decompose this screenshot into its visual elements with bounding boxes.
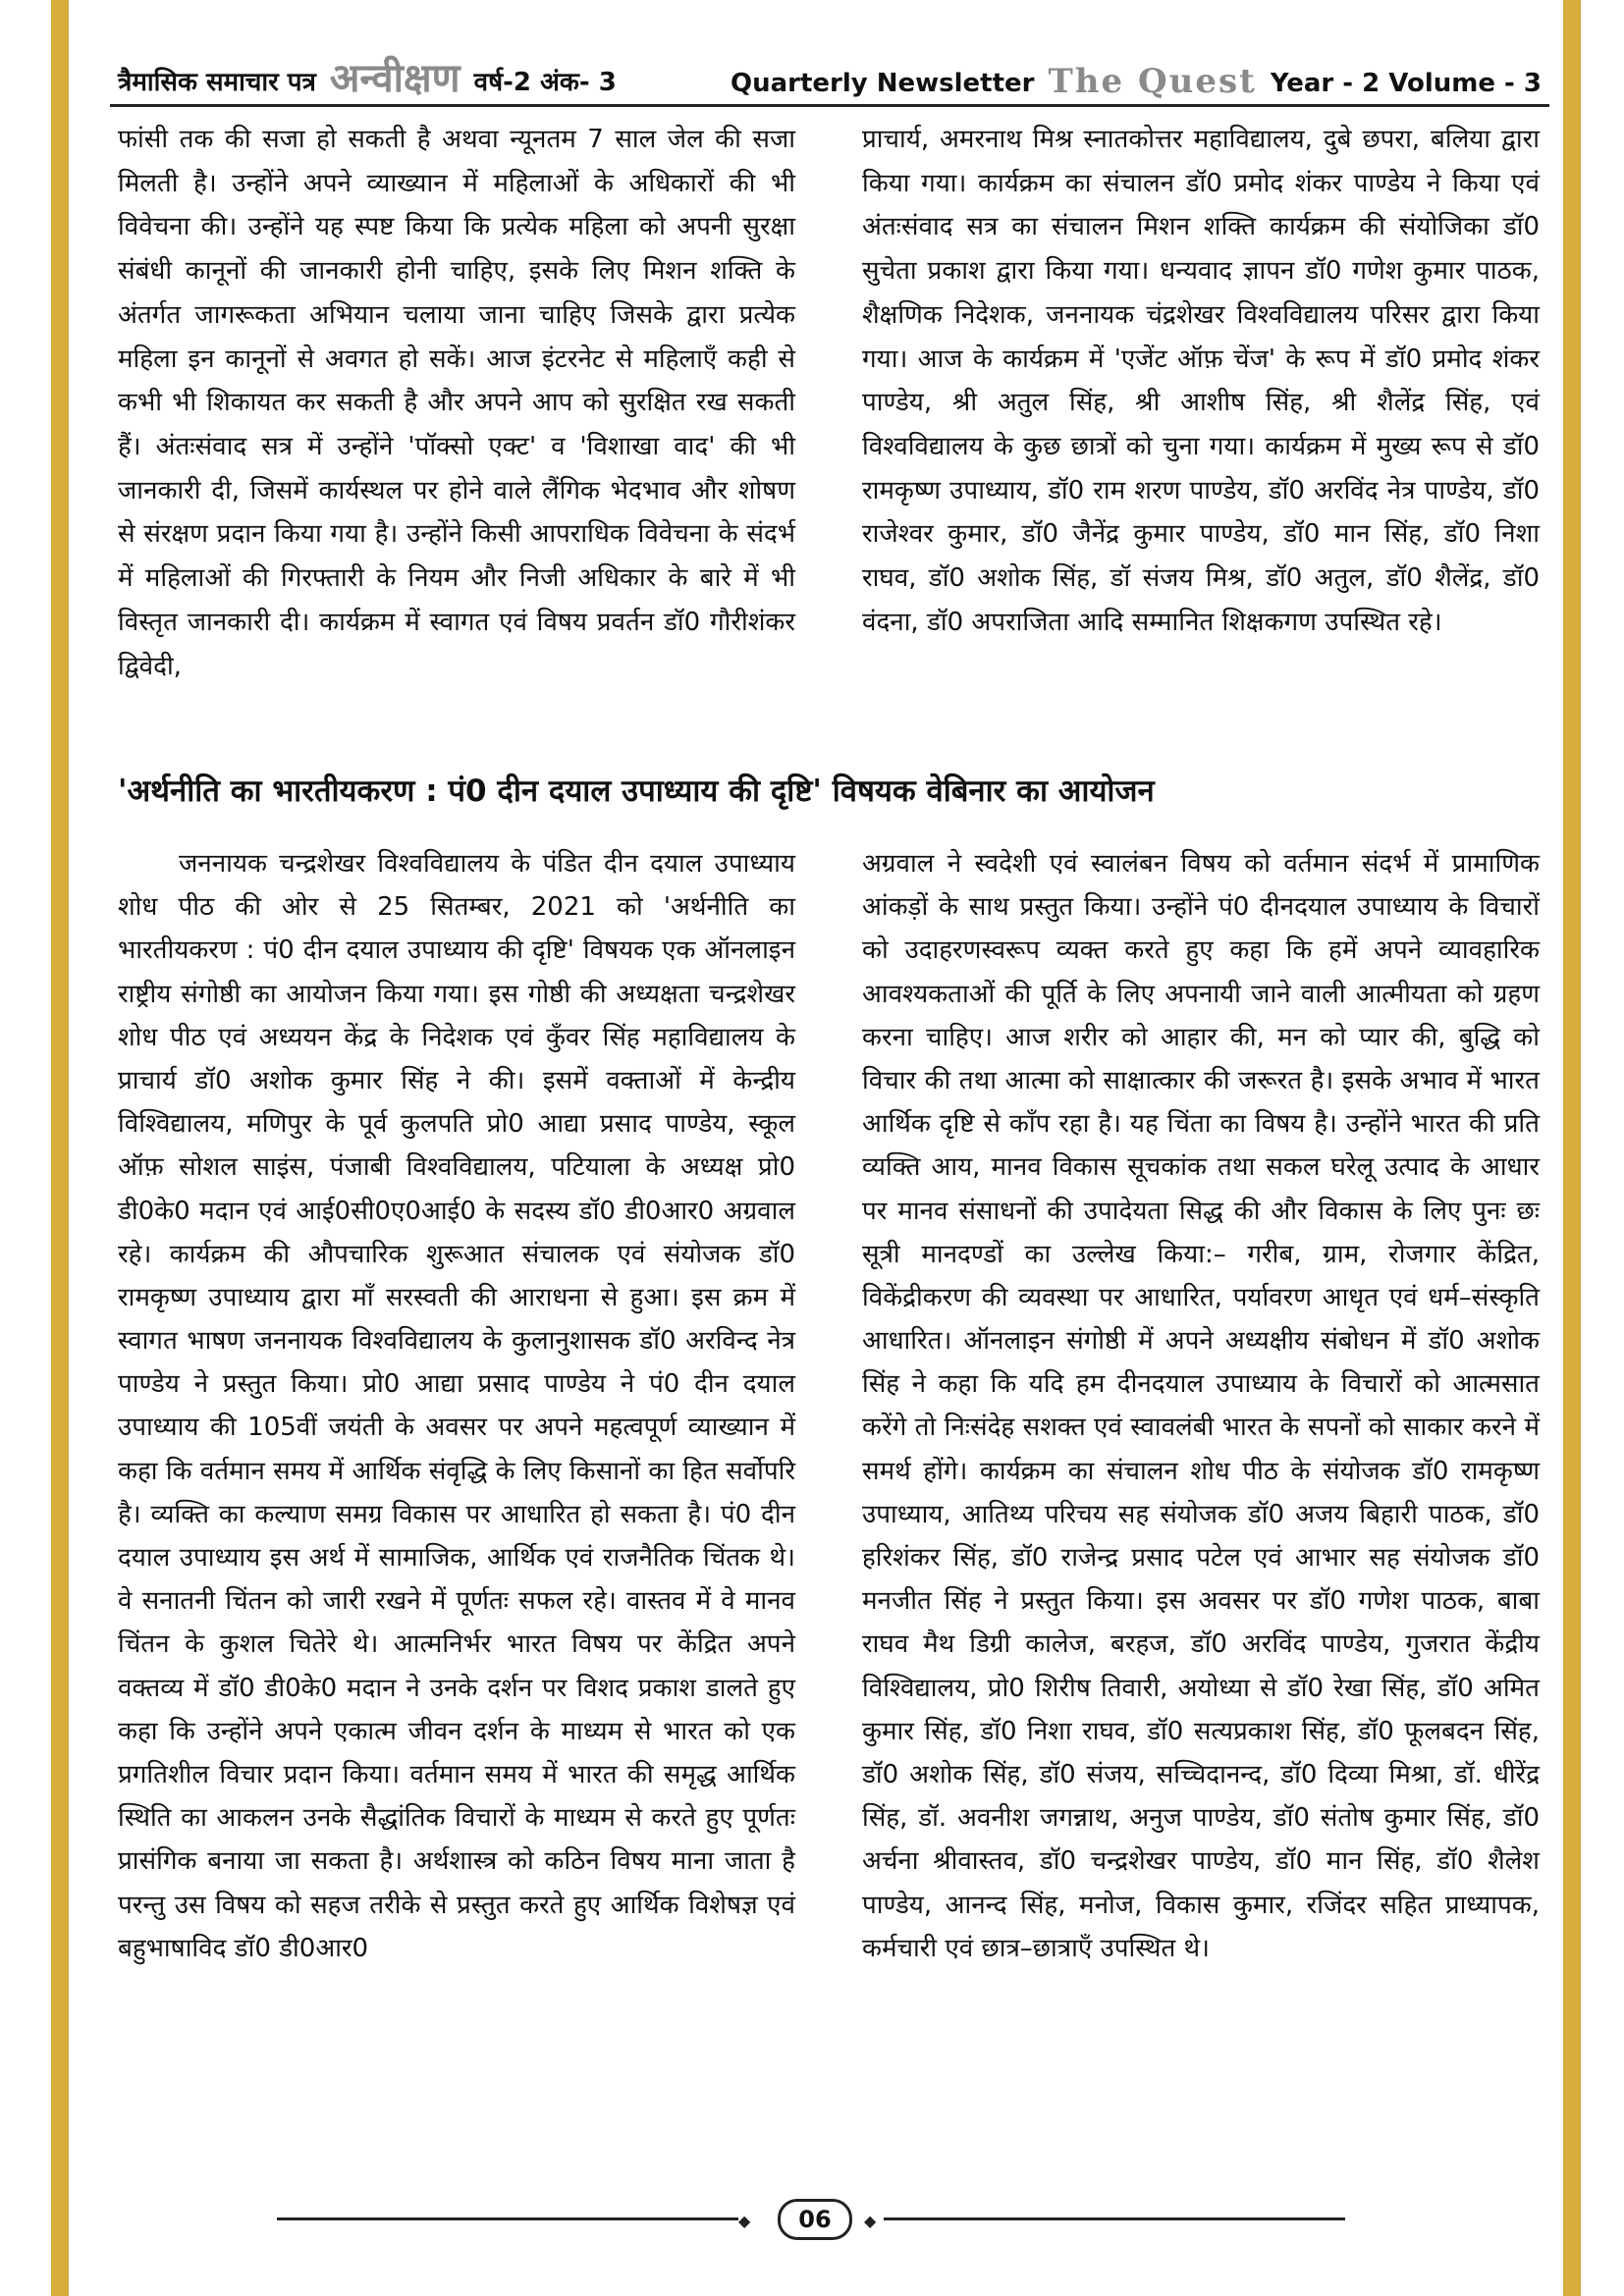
top-left-paragraph: फांसी तक की सजा हो सकती है अथवा न्यूनतम 7 साल जेल की सजा मिलती है। उन्होंने अपने व्याख्यान में महिलाओं के अधिकारों की भी विवेचना की। उन्होंने यह स्पष्ट किया कि प्रत्येक महिला को अपनी सुरक्षा संबंधी कानूनों की जानकारी होनी चाहिए, इसके लिए मिशन शक्ति के अंतर्गत जागरूकता अभियान चलाया जाना चाहिए जिसके द्वारा प्रत्येक महिला इन कानूनों से अवगत हो सकें। आज इंटरनेट से महिलाएँ कही से कभी भी शिकायत कर सकती है और अपने आप को सुरक्षित रख सकती हैं। अंतःसंवाद सत्र में उन्होंने 'पॉक्सो एक्ट' व 'विशाखा वाद' की भी जानकारी दी, जिसमें कार्यस्थल पर होने वाले लैंगिक भेदभाव और शोषण से संरक्षण प्रदान किया गया है। उन्होंने किसी आपराधिक विवेचना के संदर्भ में महिलाओं की गिरफ्तारी के नियम और निजी अधिकार के बारे में भी विस्तृत जानकारी दी। कार्यक्रम में स्वागत एवं विषय प्रवर्तन डॉ0 गौरीशंकर द्विवेदी, [118,125,795,681]
top-left-column [118,118,795,688]
bottom-right-column [862,842,1540,1970]
left-gold-border [51,0,69,2296]
page-number: 06 [778,2199,852,2240]
top-article-continuation [118,118,1540,688]
bottom-left-column [118,842,795,1970]
top-right-paragraph: प्राचार्य, अमरनाथ मिश्र स्नातकोत्तर महाविद्यालय, दुबे छपरा, बलिया द्वारा किया गया। कार्यक्रम का संचालन डॉ0 प्रमोद शंकर पाण्डेय ने किया एवं अंतःसंवाद सत्र का संचालन मिशन शक्ति कार्यक्रम की संयोजिका डॉ0 सुचेता प्रकाश द्वारा किया गया। धन्यवाद ज्ञापन डॉ0 गणेश कुमार पाठक, शैक्षणिक निदेशक, जननायक चंद्रशेखर विश्वविद्यालय परिसर द्वारा किया गया। आज के कार्यक्रम में 'एजेंट ऑफ़ चेंज' के रूप में डॉ0 प्रमोद शंकर पाण्डेय, श्री अतुल सिंह, श्री आशीष सिंह, श्री शैलेंद्र सिंह, एवं विश्वविद्यालय के कुछ छात्रों को चुना गया। कार्यक्रम में मुख्य रूप से डॉ0 रामकृष्ण उपाध्याय, डॉ0 राम शरण पाण्डेय, डॉ0 अरविंद नेत्र पाण्डेय, डॉ0 राजेश्वर कुमार, डॉ0 जैनेंद्र कुमार पाण्डेय, डॉ0 मान सिंह, डॉ0 निशा राघव, डॉ0 अशोक सिंह, डॉ संजय मिश्र, डॉ0 अतुल, डॉ0 शैलेंद्र, डॉ0 वंदना, डॉ0 अपराजिता आदि सम्मानित शिक्षकगण उपस्थित रहे। [862,125,1540,637]
bottom-right-paragraph: अग्रवाल ने स्वदेशी एवं स्वालंबन विषय को वर्तमान संदर्भ में प्रामाणिक आंकड़ों के साथ प्रस्तुत किया। उन्होंने पं0 दीनदयाल उपाध्याय के विचारों को उदाहरणस्वरूप व्यक्त करते हुए कहा कि हमें अपने व्यावहारिक आवश्यकताओं की पूर्ति के लिए अपनायी जाने वाली आत्मीयता को ग्रहण करना चाहिए। आज शरीर को आहार की, मन को प्यार की, बुद्धि को विचार की तथा आत्मा को साक्षात्कार की जरूरत है। इसके अभाव में भारत आर्थिक दृष्टि से काँप रहा है। यह चिंता का विषय है। उन्होंने भारत की प्रति व्यक्ति आय, मानव विकास सूचकांक तथा सकल घरेलू उत्पाद के आधार पर मानव संसाधनों की उपादेयता सिद्ध की और विकास के लिए पुनः छः सूत्री मानदण्डों का उल्लेख किया:– गरीब, ग्राम, रोजगार केंद्रित, विकेंद्रीकरण की व्यवस्था पर आधारित, पर्यावरण आधृत एवं धर्म–संस्कृति आधारित। ऑनलाइन संगोष्ठी में अपने अध्यक्षीय संबोधन में डॉ0 अशोक सिंह ने कहा कि यदि हम दीनदयाल उपाध्याय के विचारों को आत्मसात करेंगे तो निःसंदेह सशक्त एवं स्वावलंबी भारत के सपनों को साकार करने में समर्थ होंगे। कार्यक्रम का संचालन शोध पीठ के संयोजक डॉ0 रामकृष्ण उपाध्याय, आतिथ्य परिचय सह संयोजक डॉ0 अजय बिहारी पाठक, डॉ0 हरिशंकर सिंह, डॉ0 राजेन्द्र प्रसाद पटेल एवं आभार सह संयोजक डॉ0 मनजीत सिंह ने प्रस्तुत किया। इस अवसर पर डॉ0 गणेश पाठक, बाबा राघव मैथ डिग्री कालेज, बरहज, डॉ0 अरविंद पाण्डेय, गुजरात केंद्रीय विश्विद्यालय, प्रो0 शिरीष तिवारी, अयोध्या से डॉ0 रेखा सिंह, डॉ0 अमित कुमार सिंह, डॉ0 निशा राघव, डॉ0 सत्यप्रकाश सिंह, डॉ0 फूलबदन सिंह, डॉ0 अशोक सिंह, डॉ0 संजय, सच्चिदानन्द, डॉ0 दिव्या मिश्रा, डॉ. धीरेंद्र सिंह, डॉ. अवनीश जगन्नाथ, अनुज पाण्डेय, डॉ0 संतोष कुमार सिंह, डॉ0 अर्चना श्रीवास्तव, डॉ0 चन्द्रशेखर पाण्डेय, डॉ0 मान सिंह, डॉ0 शैलेश पाण्डेय, आनन्द सिंह, मनोज, विकास कुमार, रजिंदर सहित प्राध्यापक, कर्मचारी एवं छात्र–छात्राएँ उपस्थित थे। [862,849,1540,1963]
header-right-label: Quarterly Newsletter [730,69,1035,98]
top-right-column [862,118,1540,688]
bottom-left-paragraph: जननायक चन्द्रशेखर विश्वविद्यालय के पंडित दीन दयाल उपाध्याय शोध पीठ की ओर से 25 सितम्बर, 2021 को 'अर्थनीति का भारतीयकरण : पं0 दीन दयाल उपाध्याय की दृष्टि' विषयक एक ऑनलाइन राष्ट्रीय संगोष्ठी का आयोजन किया गया। इस गोष्ठी की अध्यक्षता चन्द्रशेखर शोध पीठ एवं अध्ययन केंद्र के निदेशक एवं कुँवर सिंह महाविद्यालय के प्राचार्य डॉ0 अशोक कुमार सिंह ने की। इसमें वक्ताओं में केन्द्रीय विश्विद्यालय, मणिपुर के पूर्व कुलपति प्रो0 आद्या प्रसाद पाण्डेय, स्कूल ऑफ़ सोशल साइंस, पंजाबी विश्वविद्यालय, पटियाला के अध्यक्ष प्रो0 डी0के0 मदान एवं आई0सी0ए0आई0 के सदस्य डॉ0 डी0आर0 अग्रवाल रहे। कार्यक्रम की औपचारिक शुरूआत संचालक एवं संयोजक डॉ0 रामकृष्ण उपाध्याय द्वारा माँ सरस्वती की आराधना से हुआ। इस क्रम में स्वागत भाषण जननायक विश्वविद्यालय के कुलानुशासक डॉ0 अरविन्द नेत्र पाण्डेय ने प्रस्तुत किया। प्रो0 आद्या प्रसाद पाण्डेय ने पं0 दीन दयाल उपाध्याय की 105वीं जयंती के अवसर पर अपने महत्वपूर्ण व्याख्यान में कहा कि वर्तमान समय में आर्थिक संवृद्धि के लिए किसानों का हित सर्वोपरि है। व्यक्ति का कल्याण समग्र विकास पर आधारित हो सकता है। पं0 दीन दयाल उपाध्याय इस अर्थ में सामाजिक, आर्थिक एवं राजनैतिक चिंतक थे। वे सनातनी चिंतन को जारी रखने में पूर्णतः सफल रहे। वास्तव में वे मानव चिंतन के कुशल चितेरे थे। आत्मनिर्भर भारत विषय पर केंद्रित अपने वक्तव्य में डॉ0 डी0के0 मदान ने उनके दर्शन पर विशद प्रकाश डालते हुए कहा कि उन्होंने अपने एकात्म जीवन दर्शन के माध्यम से भारत को एक प्रगतिशील विचार प्रदान किया। वर्तमान समय में भारत की समृद्ध आर्थिक स्थिति का आकलन उनके सैद्धांतिक विचारों के माध्यम से करते हुए पूर्णतः प्रासंगिक बनाया जा सकता है। अर्थशास्त्र को कठिन विषय माना जाता है परन्तु उस विषय को सहज तरीके से प्रस्तुत करते हुए आर्थिक विशेषज्ञ एवं बहुभाषाविद डॉ0 डी0आर0 [118,849,795,1963]
header-left [118,55,617,101]
footer-left-rule [277,2217,738,2220]
header-left-issue: वर्ष-2 अंक- 3 [473,68,617,97]
footer-right-ornament-icon: ◆ [864,2212,877,2230]
brand-english-logo: The Quest [1048,62,1257,101]
page-header [118,53,1542,101]
header-divider [110,104,1549,107]
brand-hindi-logo: अन्वीक्षण [329,55,460,101]
header-right-issue: Year - 2 Volume - 3 [1270,69,1542,98]
footer-right-rule [884,2217,1345,2220]
page-footer [0,2199,1624,2238]
section-title: 'अर्थनीति का भारतीयकरण : पं0 दीन दयाल उपाध्याय की दृष्टि' विषयक वेबिनार का आयोजन [118,774,1155,809]
footer-left-ornament-icon: ◆ [738,2212,751,2230]
header-left-label: त्रैमासिक समाचार पत्र [118,68,316,97]
webinar-article [118,842,1540,1970]
right-gold-border [1563,0,1581,2296]
header-right [730,62,1542,101]
